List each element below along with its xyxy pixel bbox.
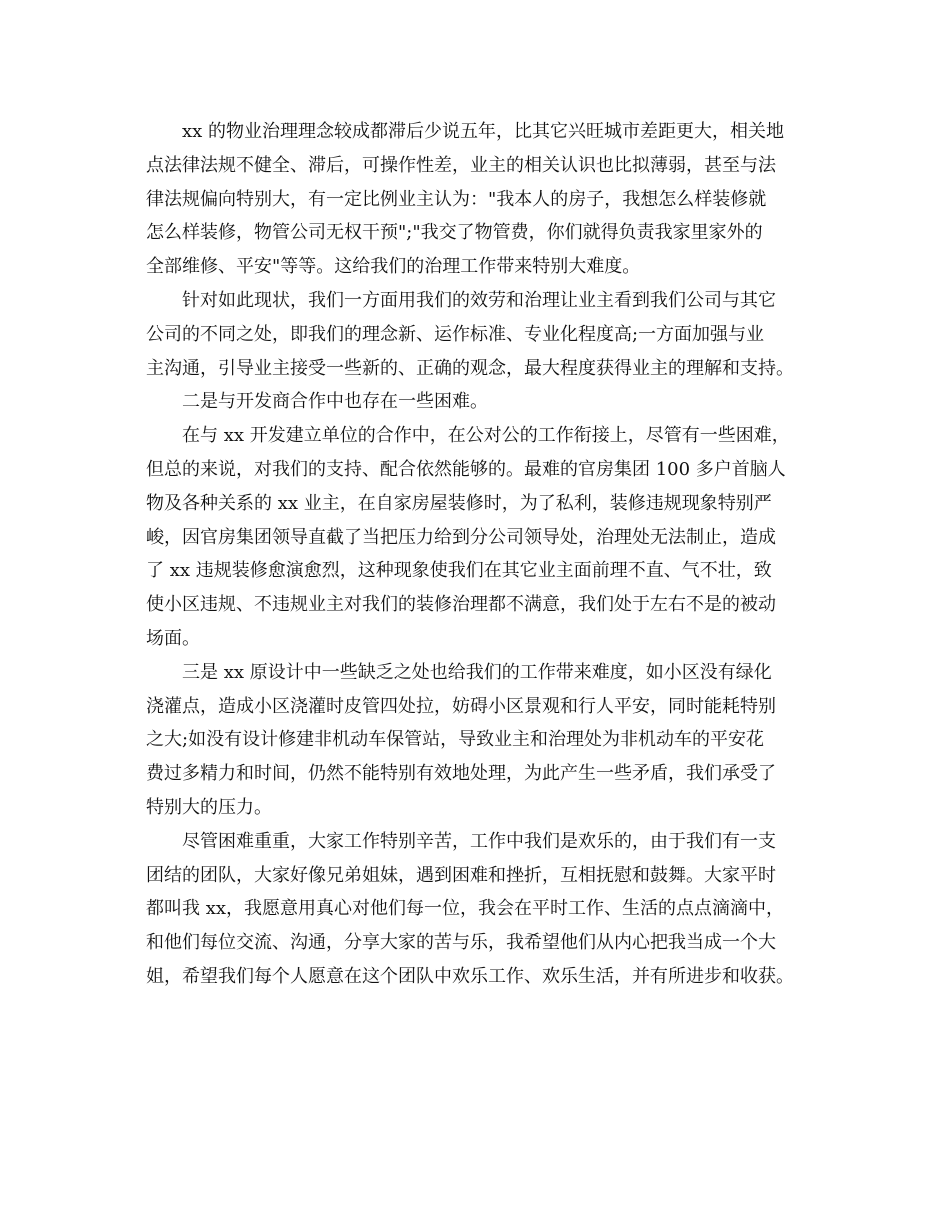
document-body xyxy=(146,115,826,994)
text-line: 点法律法规不健全、滞后，可操作性差，业主的相关认识也比拟薄弱，甚至与法 xyxy=(146,154,776,176)
text-line: 和他们每位交流、沟通，分享大家的苦与乐，我希望他们从内心把我当成一个大 xyxy=(146,932,776,954)
text-line: 浇灌点，造成小区浇灌时皮管四处拉，妨碍小区景观和行人平安，同时能耗特别 xyxy=(146,695,776,717)
text-line: 但总的来说，对我们的支持、配合依然能够的。最难的官房集团 100 多户首脑人 xyxy=(146,458,786,480)
text-line: 全部维修、平安"等等。这给我们的治理工作带来特别大难度。 xyxy=(146,256,641,278)
text-line: 使小区违规、不违规业主对我们的装修治理都不满意，我们处于左右不是的被动 xyxy=(146,594,776,616)
text-line: 场面。 xyxy=(146,627,200,649)
text-line: 主沟通，引导业主接受一些新的、正确的观念，最大程度获得业主的理解和支持。 xyxy=(146,357,794,379)
text-line: 费过多精力和时间，仍然不能特别有效地处理，为此产生一些矛盾，我们承受了 xyxy=(146,763,776,785)
text-line: 三是 xx 原设计中一些缺乏之处也给我们的工作带来难度，如小区没有绿化 xyxy=(182,661,772,683)
text-line: 了 xx 违规装修愈演愈烈，这种现象使我们在其它业主面前理不直、气不壮，致 xyxy=(146,560,772,582)
text-line: 二是与开发商合作中也存在一些困难。 xyxy=(182,391,488,413)
text-line: 峻，因官房集团领导直截了当把压力给到分公司领导处，治理处无法制止，造成 xyxy=(146,526,776,548)
text-line: 针对如此现状，我们一方面用我们的效劳和治理让业主看到我们公司与其它 xyxy=(182,289,776,311)
text-line: xx 的物业治理理念较成都滞后少说五年，比其它兴旺城市差距更大，相关地 xyxy=(182,121,785,142)
text-line: 尽管困难重重，大家工作特别辛苦，工作中我们是欢乐的，由于我们有一支 xyxy=(182,830,776,852)
text-line: 都叫我 xx，我愿意用真心对他们每一位，我会在平时工作、生活的点点滴滴中， xyxy=(146,898,785,920)
text-line: 公司的不同之处，即我们的理念新、运作标准、专业化程度高;一方面加强与业 xyxy=(146,323,765,345)
text-line: 之大;如没有设计修建非机动车保管站，导致业主和治理处为非机动车的平安花 xyxy=(146,729,765,751)
text-line: 姐，希望我们每个人愿意在这个团队中欢乐工作、欢乐生活，并有所进步和收获。 xyxy=(146,965,794,987)
text-line: 律法规偏向特别大，有一定比例业主认为："我本人的房子，我想怎么样装修就 xyxy=(146,188,767,210)
text-line: 团结的团队，大家好像兄弟姐妹，遇到困难和挫折，互相抚慰和鼓舞。大家平时 xyxy=(146,864,776,886)
text-line: 怎么样装修，物管公司无权干预";"我交了物管费，你们就得负责我家里家外的 xyxy=(146,222,763,244)
text-line: 特别大的压力。 xyxy=(146,796,272,818)
text-line: 在与 xx 开发建立单位的合作中，在公对公的工作衔接上，尽管有一些困难， xyxy=(182,425,790,447)
text-line: 物及各种关系的 xx 业主，在自家房屋装修时，为了私利，装修违规现象特别严 xyxy=(146,492,772,514)
